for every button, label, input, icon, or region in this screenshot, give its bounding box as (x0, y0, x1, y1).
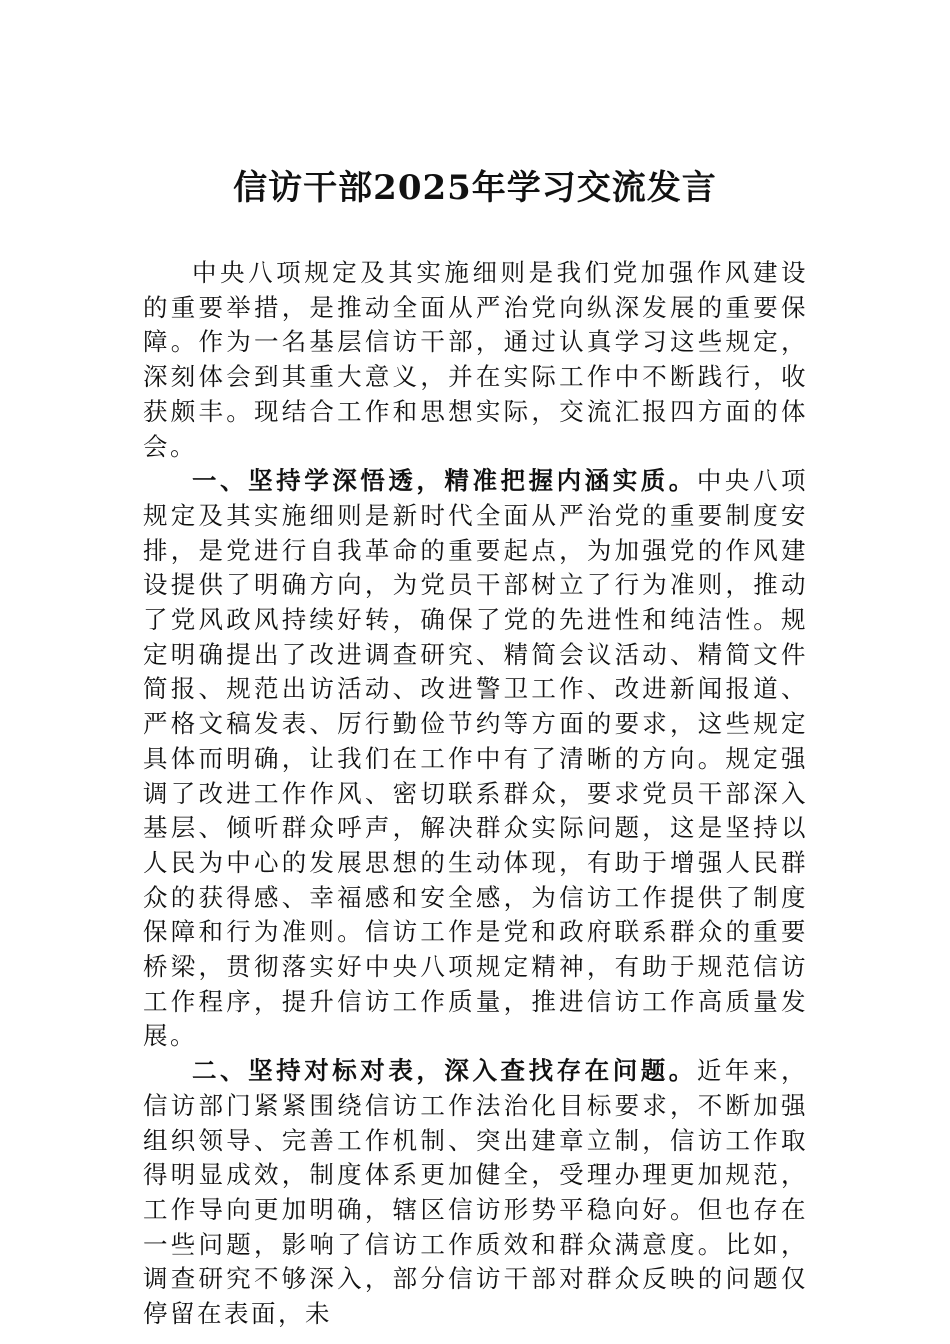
document-title: 信访干部2025年学习交流发言 (233, 168, 717, 208)
paragraph-section-1 (143, 464, 808, 1054)
section-heading-1: 一、坚持学深悟透，精准把握内涵实质。 (192, 466, 697, 496)
paragraph-section-2 (143, 1054, 808, 1332)
section-heading-2: 二、坚持对标对表，深入查找存在问题。 (192, 1056, 697, 1086)
paragraph-text: 中央八项规定及其实施细则是新时代全面从严治党的重要制度安排，是党进行自我革命的重要起点，为加强党的作风建设提供了明确方向，为党员干部树立了行为准则，推动了党风政风持续好转，确保了党的先进性和纯洁性。规定明确提出了改进调查研究、精简会议活动、精简文件简报、规范出访活动、改进警卫工作、改进新闻报道、严格文稿发表、厉行勤俭节约等方面的要求，这些规定具体而明确，让我们在工作中有了清晰的方向。规定强调了改进工作作风、密切联系群众，要求党员干部深入基层、倾听群众呼声，解决群众实际问题，这是坚持以人民为中心的发展思想的生动体现，有助于增强人民群众的获得感、幸福感和安全感，为信访工作提供了制度保障和行为准则。信访工作是党和政府联系群众的重要桥梁，贯彻落实好中央八项规定精神，有助于规范信访工作程序，提升信访工作质量，推进信访工作高质量发展。 (143, 466, 809, 1051)
paragraph-text: 中央八项规定及其实施细则是我们党加强作风建设的重要举措，是推动全面从严治党向纵深发展的重要保障。作为一名基层信访干部，通过认真学习这些规定，深刻体会到其重大意义，并在实际工作中不断践行，收获颇丰。现结合工作和思想实际，交流汇报四方面的体会。 (143, 258, 808, 461)
paragraph-intro (143, 256, 808, 464)
paragraph-text: 近年来，信访部门紧紧围绕信访工作法治化目标要求，不断加强组织领导、完善工作机制、突出建章立制，信访工作取得明显成效，制度体系更加健全，受理办理更加规范，工作导向更加明确，辖区信访形势平稳向好。但也存在一些问题，影响了信访工作质效和群众满意度。比如，调查研究不够深入，部分信访干部对群众反映的问题仅停留在表面，未 (143, 1056, 809, 1329)
document-body (143, 256, 808, 1332)
